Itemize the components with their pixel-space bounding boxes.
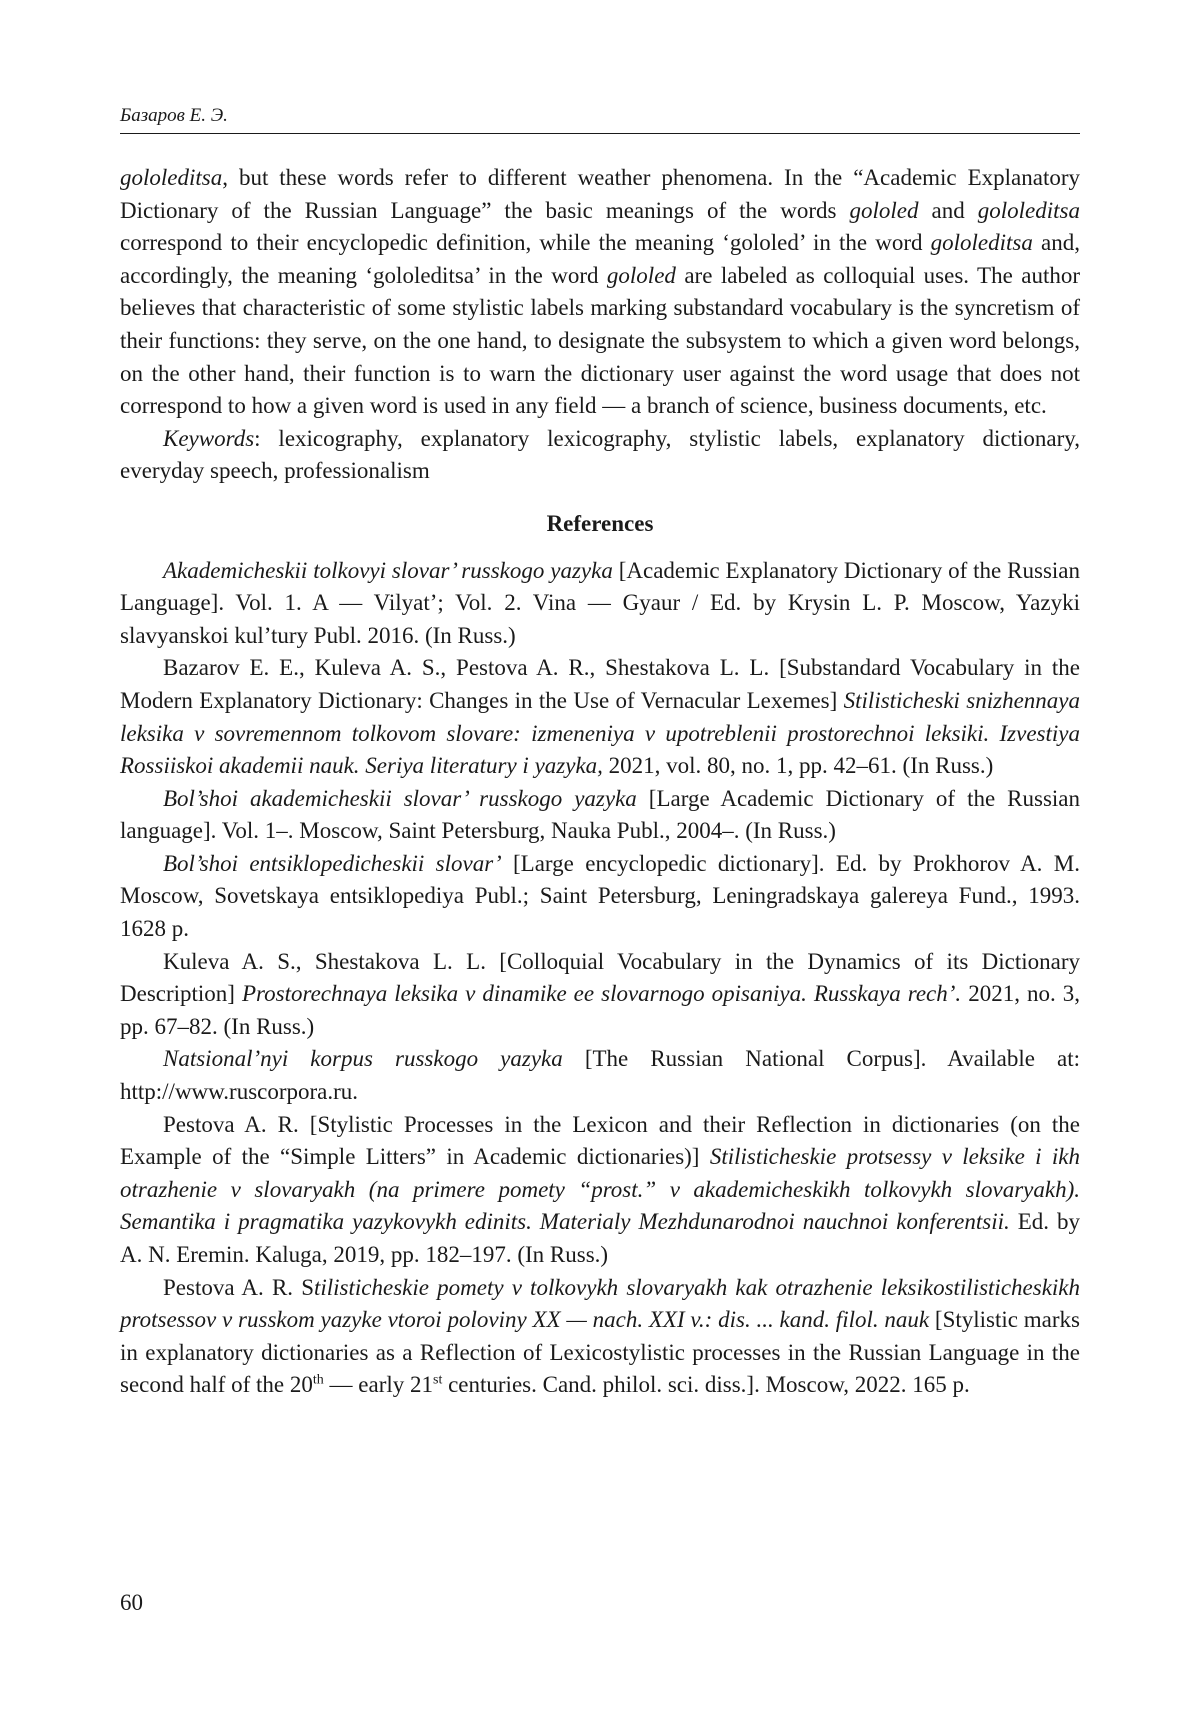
abstract-text: are labeled as colloquial uses. The author believes that characteristic of some stylistic labels marking substandard vocabulary is the syncretism of their functions: they serve, on the one hand, to designate the subsystem to which a given word belongs, on the other hand, their function is to warn the dictionary user against the word usage that does not correspond to how a given word is used in any field — a branch of science, business documents, etc. <box>120 262 1080 419</box>
reference-item <box>120 848 1080 946</box>
references-title: References <box>546 510 654 536</box>
reference-text: — early 21 <box>323 1372 433 1398</box>
keywords-paragraph <box>120 423 1080 488</box>
reference-text: [Large Academic Dictionary of the Russian language]. Vol. 1–. Moscow, Saint Petersburg, Nauka Publ., 2004–. (In Russ.) <box>120 785 1080 844</box>
ordinal-superscript: st <box>433 1372 443 1388</box>
reference-item <box>120 783 1080 848</box>
keywords-label: Keywords <box>163 425 255 451</box>
reference-title-italic: tilisticheskie pomety v tolkovykh slovaryakh kak otrazhenie leksikostilisticheskikh protsessov v russkom yazyke vtoroi poloviny XX — nach. XXI v.: dis. ... kand. filol. nauk <box>120 1274 1080 1333</box>
reference-text: Kuleva A. S., Shestakova L. L. [Colloquial Vocabulary in the Dynamics of its Dictionary Description] <box>120 948 1080 1007</box>
reference-text: [Large encyclopedic dictionary]. Ed. by Prokhorov A. M. Moscow, Sovetskaya entsiklopediya Publ.; Saint Petersburg, Leningradskaya galereya Fund., 1993. 1628 p. <box>120 850 1080 942</box>
reference-title-italic: Stilisticheski snizhennaya leksika v sovremennom tolkovom slovare: izmeneniya v upotreblenii prostorechnoi leksiki. Izvestiya Rossiiskoi akademii nauk. Seriya literatury i yazyka, <box>120 687 1080 779</box>
header-rule <box>120 133 1080 134</box>
term-italic: gololed <box>606 262 676 288</box>
keywords-text: : lexicography, explanatory lexicography, stylistic labels, explanatory dictionary, everyday speech, professionalism <box>120 425 1080 484</box>
reference-title-italic: Bol’shoi entsiklopedicheskii slovar’ <box>163 850 502 876</box>
reference-item <box>120 652 1080 782</box>
abstract-text: correspond to their encyclopedic definition, while the meaning ‘gololed’ in the word <box>120 230 931 256</box>
reference-title-italic: Bol’shoi akademicheskii slovar’ russkogo yazyka <box>163 785 637 811</box>
reference-title-italic: Akademicheskii tolkovyi slovar’ russkogo yazyka <box>163 557 613 583</box>
reference-item <box>120 1272 1080 1402</box>
reference-text: 2021, no. 3, pp. 67–82. (In Russ.) <box>120 981 1081 1039</box>
reference-text: [The Russian National Corpus]. Available at: http://www.ruscorpora.ru. <box>120 1046 1080 1105</box>
reference-title-italic: Stilisticheskie protsessy v leksike i ikh otrazhenie v slovaryakh (na primere pomety “prost.” v akademicheskikh tolkovykh slovaryakh). Semantika i pragmatika yazykovykh edinits. Materialy Mezhdunarodnoi nauchnoi konferentsii. <box>120 1144 1080 1235</box>
term-italic: gololeditsa <box>120 165 223 190</box>
reference-text: [Academic Explanatory Dictionary of the Russian Language]. Vol. 1. A — Vilyat’; Vol. 2. Vina — Gyaur / Ed. by Krysin L. P. Moscow, Yazyki slavyanskoi kul’tury Publ. 2016. (In Russ.) <box>120 557 1081 648</box>
reference-text: [Stylistic marks in explanatory dictionaries as a Reflection of Lexicostylistic processes in the Russian Language in the second half of the 20 <box>120 1307 1080 1398</box>
abstract-paragraph <box>120 162 1080 423</box>
abstract-text: and <box>918 197 978 223</box>
page-number: 60 <box>120 1590 143 1615</box>
reference-text: Ed. by A. N. Eremin. Kaluga, 2019, pp. 182–197. (In Russ.) <box>120 1209 1080 1267</box>
reference-text: Pestova A. R. [Stylistic Processes in the Lexicon and their Reflection in dictionaries (on the Example of the “Simple Litters” in Academic dictionaries)] <box>120 1111 1080 1170</box>
reference-text: centuries. Cand. philol. sci. diss.]. Moscow, 2022. 165 p. <box>442 1372 970 1398</box>
reference-title-italic: Natsional’nyi korpus russkogo yazyka <box>163 1046 563 1072</box>
running-title: Базаров Е. Э. <box>120 105 228 126</box>
term-italic: gololeditsa <box>930 230 1033 256</box>
term-italic: gololed <box>849 197 919 223</box>
abstract-text: , but these words refer to different weather phenomena. In the “Academic Explanatory Dictionary of the Russian Language” the basic meanings of the words <box>120 165 1080 223</box>
reference-text: Pestova A. R. S <box>163 1274 314 1300</box>
reference-text: Bazarov E. E., Kuleva A. S., Pestova A. R., Shestakova L. L. [Substandard Vocabulary in the Modern Explanatory Dictionary: Changes in the Use of Vernacular Lexemes] <box>120 655 1080 713</box>
reference-text: 2021, vol. 80, no. 1, pp. 42–61. (In Russ.) <box>602 753 994 779</box>
article-body <box>120 162 1080 1402</box>
ordinal-superscript: th <box>312 1372 324 1388</box>
reference-item <box>120 555 1080 653</box>
reference-item <box>120 946 1080 1044</box>
reference-title-italic: Prostorechnaya leksika v dinamike ee slovarnogo opisaniya. Russkaya rech’. <box>242 981 962 1007</box>
reference-item <box>120 1109 1080 1272</box>
reference-item <box>120 1043 1080 1108</box>
term-italic: gololeditsa <box>977 197 1080 223</box>
abstract-text: and, accordingly, the meaning ‘gololeditsa’ in the word <box>120 230 1080 288</box>
